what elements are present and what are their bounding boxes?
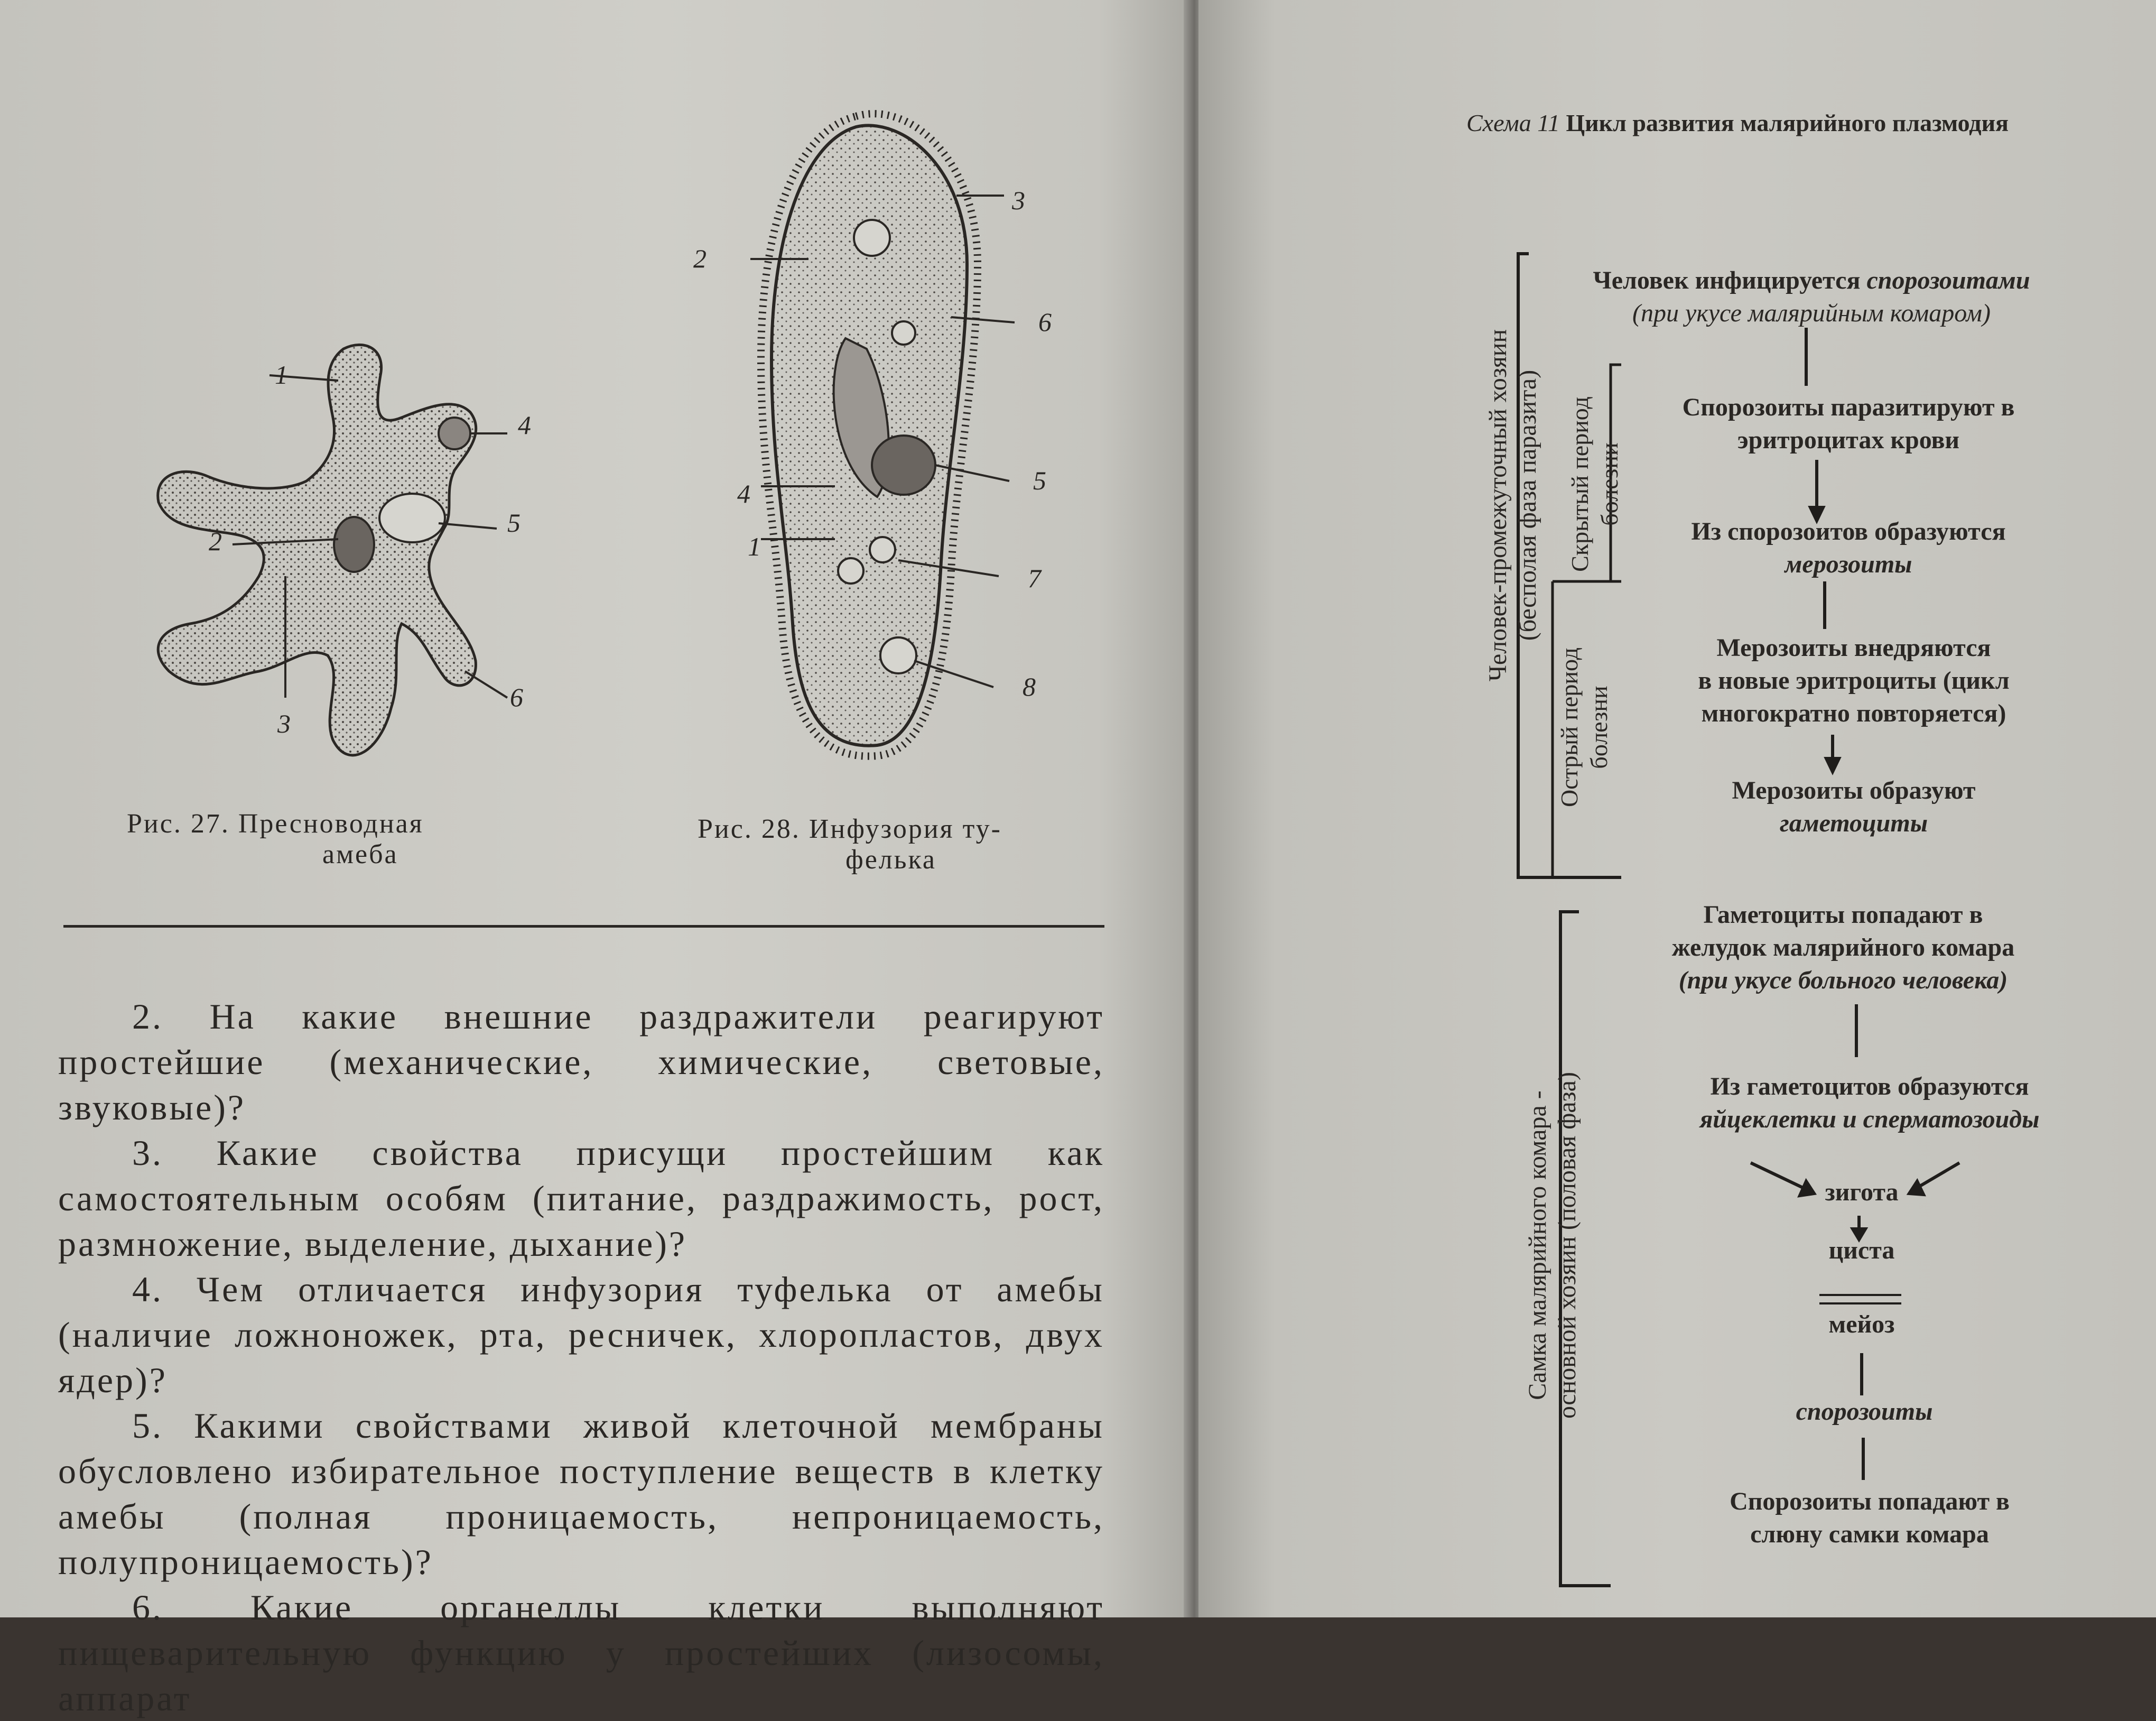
amoeba-body [158,345,476,755]
question-3: 3. Какие свойства присущи простейшим как самостоятельным особям (питание, раздражимость, рост, размножение, выделение, дыхание)? [58,1133,1104,1264]
fig27-caption-line1: Рис. 27. Пресноводная [127,809,424,839]
node-infection-term: спорозоитами [1866,266,2030,294]
node-sporozoites-parasitize-line1: Спорозоиты паразитируют в [1682,393,2015,421]
section-divider [63,925,1104,928]
node-gametocytes-enter-note: (при укусе больного человека) [1678,966,2008,994]
amoeba-label-5: 5 [507,508,521,538]
paramecium-label-6: 6 [1038,307,1052,337]
schema-number: Схема 11 [1466,109,1560,136]
amoeba-label-4: 4 [518,410,531,440]
acute-period-text: Острый период [1556,647,1583,808]
amoeba-illustration [127,328,560,782]
latent-period-subtext: болезни [1596,442,1623,526]
node-merozoites-form-term: мерозоиты [1785,550,1912,578]
acute-period-subtext: болезни [1585,686,1612,769]
paramecium-vacuole-top [854,220,890,256]
fig28-caption [698,814,1110,875]
fig27-caption [127,809,550,870]
paramecium-label-2: 2 [693,244,707,273]
node-sporozoites-term: спорозоиты [1796,1398,1933,1426]
node-infection-note: (при укусе малярийным комаром) [1632,299,1991,327]
node-sporozoites [1727,1395,2002,1428]
fig28-caption-line2: фелька [845,845,936,875]
node-gametocytes-form-line1: Мерозоиты образуют [1732,776,1976,804]
question-4: 4. Чем отличается инфузория туфелька от амебы (наличие ложноножек, рта, ресничек, хлоропластов, двух ядер)? [58,1269,1104,1400]
amoeba-nucleus [334,517,374,572]
node-gametocytes-enter-line1: Гаметоциты попадают в [1703,901,1983,929]
fig28-caption-line1: Рис. 28. Инфузория ту- [698,814,1002,844]
node-merozoites-invade-line3: многократно повторяется) [1701,699,2006,727]
amoeba-label-2: 2 [209,526,222,556]
paramecium-label-1: 1 [748,532,761,561]
node-gametocytes-form-term: гаметоциты [1779,809,1928,837]
paramecium-label-5: 5 [1033,466,1046,495]
node-sporozoites-saliva [1621,1485,2118,1551]
question-2: 2. На какие внешние раздражители реагируют простейшие (механические, химические, световые, звуковые)? [58,996,1104,1127]
question-6: 6. Какие органеллы клетки выполняют пищеварительную функцию у простейших (лизосомы, аппарат [58,1587,1104,1718]
node-gametes-form-term: яйцеклетки и сперматозоиды [1699,1105,2040,1133]
node-zygote: зигота [1825,1178,1899,1206]
node-sporozoites-saliva-line2: слюну самки комара [1750,1520,1989,1548]
amoeba-label-1: 1 [275,360,288,390]
node-merozoites-invade-line2: в новые эритроциты (цикл [1698,667,2010,695]
node-sporozoites-saliva-line1: Спорозоиты попадают в [1730,1487,2010,1515]
schema-title-text: Цикл развития малярийного плазмодия [1566,109,2009,136]
amoeba-food-vacuole [439,418,470,449]
paramecium-macronucleus [872,436,935,495]
node-sporozoites-parasitize-line2: эритроцитах крови [1737,426,1960,454]
human-host-subtext: (бесполая фаза паразита) [1513,369,1541,641]
node-gametocytes-enter [1590,899,2097,997]
paramecium-illustration [729,95,1057,782]
questions-list [58,994,1104,1721]
node-merozoites-invade-line1: Мерозоиты внедряются [1716,634,1991,662]
node-gametocytes-enter-line2: желудок малярийного комара [1671,933,2015,961]
node-gametes-form-line1: Из гаметоцитов образуются [1710,1072,2029,1100]
amoeba-label-6: 6 [510,682,523,712]
acute-period-label [1555,579,1614,875]
node-cyst: циста [1828,1236,1895,1264]
node-merozoites-form [1616,515,2081,581]
paramecium-label-3: 3 [1012,186,1025,215]
mosquito-host-subtext: основной хозяин (половая фаза) [1553,1072,1581,1419]
node-meiosis: мейоз [1828,1310,1895,1338]
human-host-label [1483,294,1542,717]
node-gametocytes-form [1632,774,2076,840]
latent-period-text: Скрытый период [1566,396,1593,572]
paramecium-label-4: 4 [737,479,750,508]
node-merozoites-form-line1: Из спорозоитов образуются [1691,517,2006,545]
node-infection-text: Человек инфицируется [1593,266,1861,294]
fig27-caption-line2: амеба [322,839,398,869]
node-gametes-form [1611,1070,2129,1136]
amoeba-contractile-vacuole [379,494,445,542]
mosquito-host-label [1523,1007,1582,1483]
node-infection [1537,264,2086,330]
right-page [1198,0,2156,1617]
human-host-text: Человек-промежуточный хозяин [1484,329,1512,682]
mosquito-host-text: Самка малярийного комара - [1523,1090,1551,1400]
amoeba-label-3: 3 [277,709,291,738]
paramecium-label-7: 7 [1028,563,1041,593]
node-merozoites-invade [1621,632,2086,730]
paramecium-vacuole-bottom [880,637,916,673]
question-5: 5. Какими свойствами живой клеточной мембраны обусловлено избирательное поступление веществ в клетку амебы (полная проницаемость, непроницаемость, полупроницаемость)? [58,1405,1104,1582]
paramecium-label-8: 8 [1023,672,1036,701]
node-sporozoites-parasitize [1616,391,2081,457]
